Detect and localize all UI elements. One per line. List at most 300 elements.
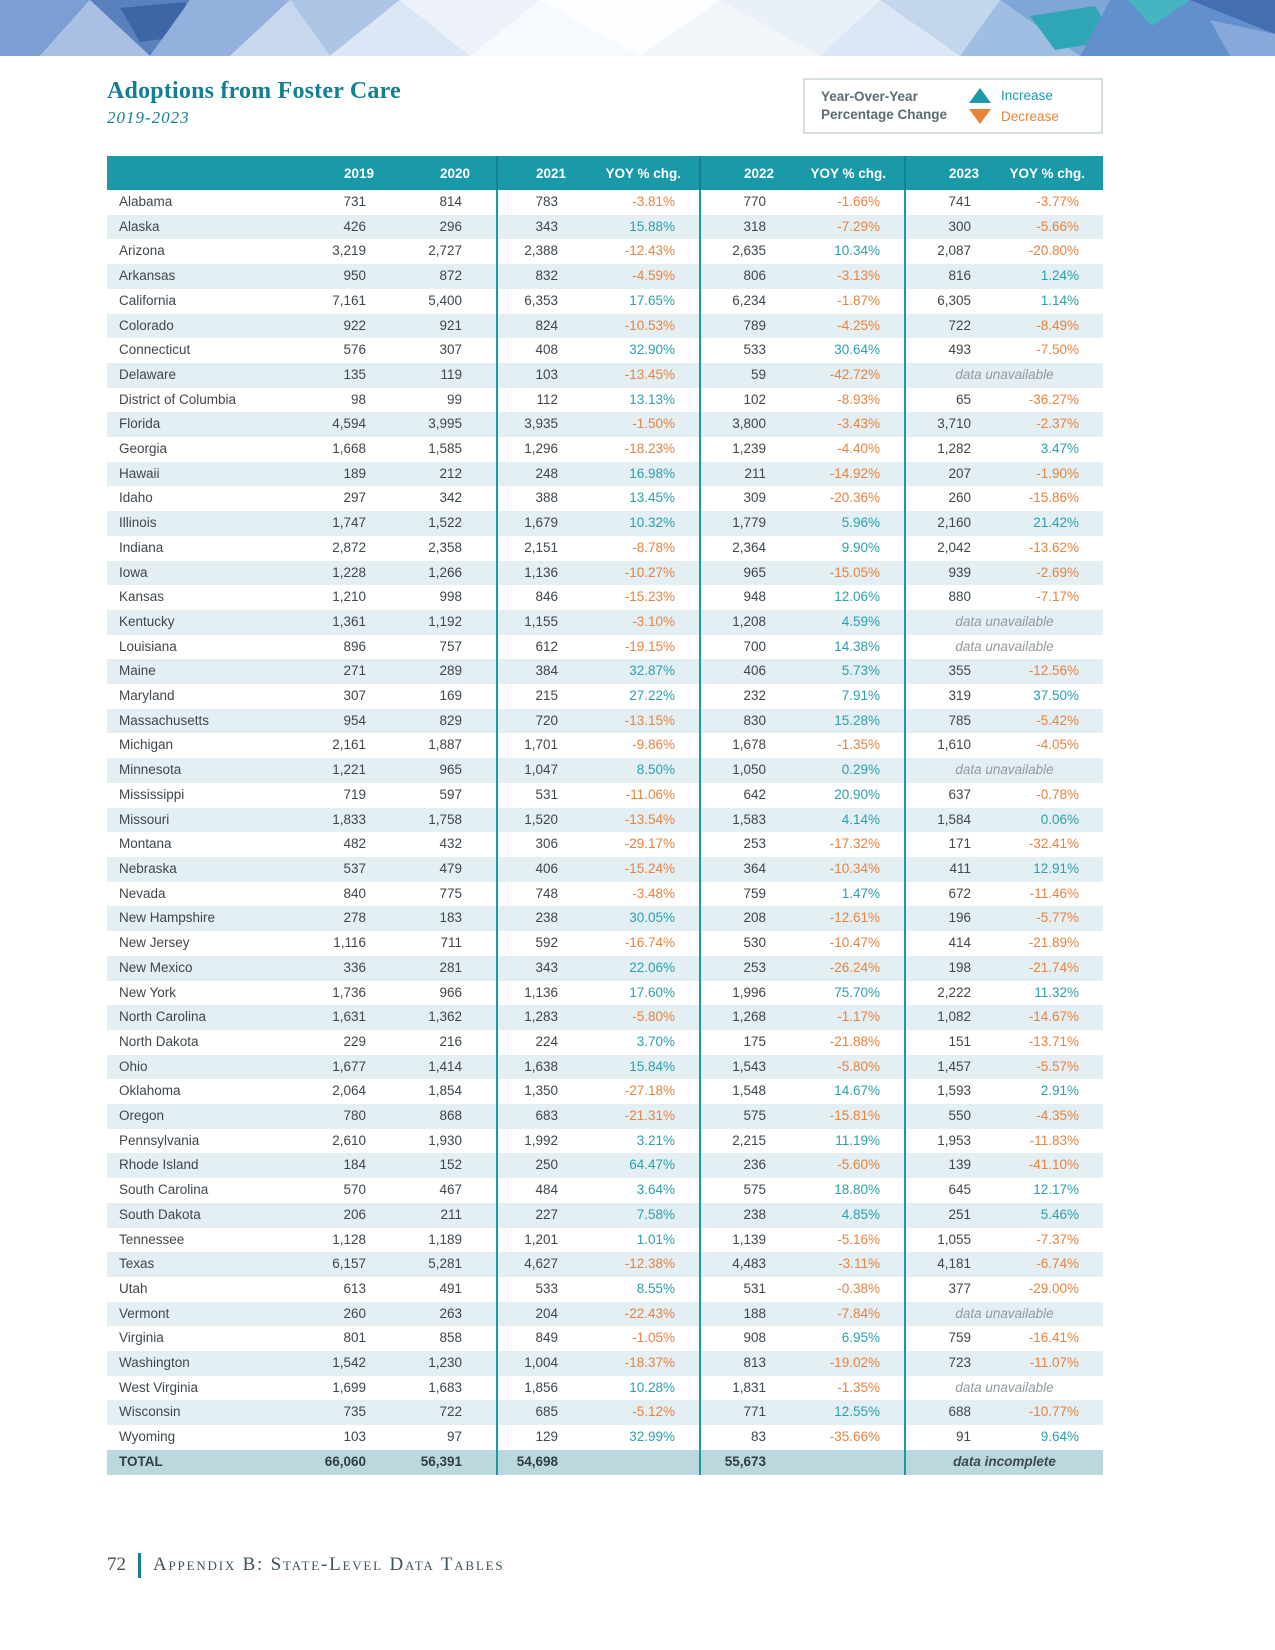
value-cell: 1,230 — [428, 1355, 462, 1371]
state-cell: Oklahoma — [119, 1083, 181, 1099]
value-cell: 1,414 — [428, 1058, 462, 1074]
table-row — [107, 1055, 1103, 1080]
state-cell: Georgia — [119, 441, 168, 457]
value-cell: 493 — [905, 338, 1005, 363]
yoy-cell: -7.29% — [837, 218, 880, 234]
table-row — [107, 1005, 1103, 1030]
value-cell: 139 — [905, 1153, 1005, 1178]
table-row — [107, 536, 1103, 561]
yoy-cell: -5.80% — [837, 1058, 880, 1074]
state-cell: Oregon — [119, 1108, 165, 1124]
state-cell: South Carolina — [119, 1182, 209, 1198]
yoy-cell: -42.72% — [829, 366, 880, 382]
yoy-cell: -2.37% — [1036, 416, 1079, 432]
state-cell: Washington — [119, 1355, 190, 1371]
value-cell: 1,055 — [905, 1228, 1005, 1253]
yoy-cell — [800, 1450, 905, 1475]
value-cell: 377 — [905, 1277, 1005, 1302]
value-cell: 576 — [343, 342, 366, 358]
value-cell: 263 — [439, 1305, 462, 1321]
state-cell: Louisiana — [119, 638, 177, 654]
yoy-cell: 11.19% — [835, 1132, 880, 1148]
table-row — [107, 215, 1103, 240]
yoy-cell: -4.35% — [1036, 1108, 1079, 1124]
legend-items — [969, 88, 1059, 124]
yoy-cell: 3.64% — [636, 1182, 675, 1198]
yoy-cell: 4.14% — [841, 811, 880, 827]
value-cell: 2,160 — [905, 511, 1005, 536]
value-cell: 783 — [497, 190, 592, 215]
value-cell: 1,679 — [497, 511, 592, 536]
col-header-yoy-2022: YOY % chg. — [800, 156, 905, 190]
yoy-cell: -7.50% — [1036, 342, 1079, 358]
yoy-cell: -15.23% — [624, 589, 675, 605]
yoy-cell: 16.98% — [629, 465, 675, 481]
yoy-cell: -14.92% — [829, 465, 880, 481]
state-cell: New Mexico — [119, 959, 193, 975]
value-cell: 1,583 — [700, 808, 800, 833]
increase-triangle-icon — [969, 88, 991, 103]
yoy-cell: -1.35% — [837, 1379, 880, 1395]
value-cell: 1,221 — [332, 762, 366, 778]
value-cell: 1,136 — [497, 981, 592, 1006]
state-cell: Indiana — [119, 539, 164, 555]
yoy-cell: -18.37% — [624, 1355, 675, 1371]
table-row — [107, 832, 1103, 857]
value-cell: 741 — [905, 190, 1005, 215]
value-cell: 432 — [439, 836, 462, 852]
note-cell: data unavailable — [905, 610, 1103, 635]
value-cell: 1,747 — [332, 515, 366, 531]
yoy-cell: -11.07% — [1029, 1355, 1079, 1371]
value-cell: 2,222 — [905, 981, 1005, 1006]
yoy-cell: -19.02% — [829, 1355, 880, 1371]
value-cell: 306 — [497, 832, 592, 857]
value-cell: 1,228 — [332, 564, 366, 580]
yoy-cell: 5.96% — [841, 515, 880, 531]
value-cell: 872 — [439, 268, 462, 284]
yoy-cell: -26.24% — [829, 959, 880, 975]
value-cell: 318 — [700, 215, 800, 240]
yoy-cell: -3.10% — [632, 613, 675, 629]
table-row — [107, 931, 1103, 956]
state-cell: North Dakota — [119, 1033, 199, 1049]
state-cell: Texas — [119, 1256, 155, 1272]
value-cell: 813 — [700, 1351, 800, 1376]
value-cell: 229 — [343, 1033, 366, 1049]
table-row — [107, 289, 1103, 314]
value-cell: 1,296 — [497, 437, 592, 462]
value-cell: 1,610 — [905, 733, 1005, 758]
value-cell: 533 — [700, 338, 800, 363]
value-cell: 711 — [440, 935, 462, 951]
legend-decrease — [969, 109, 1059, 124]
value-cell: 56,391 — [420, 1453, 462, 1469]
state-cell: Colorado — [119, 317, 174, 333]
state-cell: Alabama — [119, 194, 173, 209]
yoy-cell: -1.50% — [632, 416, 675, 432]
footer-title: Appendix B: State-Level Data Tables — [153, 1554, 505, 1576]
table-row — [107, 956, 1103, 981]
state-cell: TOTAL — [119, 1453, 163, 1469]
value-cell: 921 — [439, 317, 462, 333]
value-cell: 3,710 — [905, 412, 1005, 437]
state-cell: Missouri — [119, 811, 170, 827]
value-cell: 169 — [439, 688, 462, 704]
yoy-cell: -41.10% — [1028, 1157, 1079, 1173]
value-cell: 319 — [905, 684, 1005, 709]
yoy-cell: -21.89% — [1028, 935, 1079, 951]
table-row — [107, 239, 1103, 264]
yoy-cell: 6.95% — [841, 1330, 880, 1346]
value-cell: 307 — [439, 342, 462, 358]
value-cell: 278 — [343, 910, 366, 926]
value-cell: 757 — [439, 638, 462, 654]
yoy-cell: -0.78% — [1036, 786, 1079, 802]
table-row — [107, 462, 1103, 487]
yoy-cell: 1.24% — [1040, 268, 1079, 284]
yoy-cell: 12.17% — [1033, 1182, 1079, 1198]
table-row — [107, 684, 1103, 709]
table-row — [107, 190, 1103, 215]
value-cell: 216 — [439, 1033, 462, 1049]
state-cell: Minnesota — [119, 762, 182, 778]
value-cell: 406 — [700, 659, 800, 684]
value-cell: 2,161 — [332, 737, 366, 753]
value-cell: 722 — [439, 1404, 462, 1420]
yoy-cell: -12.43% — [624, 243, 675, 259]
page-header — [107, 78, 1103, 144]
yoy-cell: 30.64% — [834, 342, 880, 358]
state-cell: North Carolina — [119, 1009, 207, 1025]
value-cell: 858 — [439, 1330, 462, 1346]
table-row — [107, 857, 1103, 882]
value-cell: 846 — [497, 585, 592, 610]
page-content — [107, 78, 1103, 1578]
yoy-cell: 3.70% — [636, 1033, 675, 1049]
yoy-cell: -5.60% — [837, 1157, 880, 1173]
yoy-cell: -15.05% — [829, 564, 880, 580]
table-row — [107, 1252, 1103, 1277]
yoy-cell: 10.34% — [834, 243, 880, 259]
yoy-cell: -13.15% — [624, 712, 675, 728]
yoy-cell: -21.88% — [829, 1033, 880, 1049]
value-cell: 2,042 — [905, 536, 1005, 561]
yoy-cell: -10.77% — [1028, 1404, 1079, 1420]
value-cell: 65 — [905, 388, 1005, 413]
yoy-cell: 3.21% — [636, 1132, 675, 1148]
yoy-cell: -4.25% — [837, 317, 880, 333]
table-row — [107, 659, 1103, 684]
value-cell: 1,854 — [428, 1083, 462, 1099]
value-cell: 840 — [343, 885, 366, 901]
yoy-cell: -18.23% — [624, 441, 675, 457]
note-cell: data unavailable — [905, 758, 1103, 783]
value-cell: 1,996 — [700, 981, 800, 1006]
state-cell: Nevada — [119, 885, 166, 901]
state-cell: South Dakota — [119, 1206, 201, 1222]
table-row — [107, 585, 1103, 610]
yoy-cell: -13.54% — [624, 811, 675, 827]
value-cell: 198 — [905, 956, 1005, 981]
yoy-cell: 30.05% — [629, 910, 675, 926]
value-cell: 700 — [700, 635, 800, 660]
value-cell: 2,215 — [700, 1129, 800, 1154]
value-cell: 211 — [700, 462, 800, 487]
value-cell: 307 — [343, 688, 366, 704]
value-cell: 479 — [439, 860, 462, 876]
decrease-triangle-icon — [969, 109, 991, 124]
yoy-cell: -7.17% — [1036, 589, 1079, 605]
value-cell: 406 — [497, 857, 592, 882]
value-cell: 849 — [497, 1326, 592, 1351]
value-cell: 300 — [905, 215, 1005, 240]
value-cell: 575 — [700, 1104, 800, 1129]
value-cell: 829 — [439, 712, 462, 728]
state-cell: Wyoming — [119, 1429, 176, 1445]
state-cell: Connecticut — [119, 342, 191, 358]
yoy-cell: -5.12% — [632, 1404, 675, 1420]
value-cell: 642 — [700, 783, 800, 808]
value-cell: 97 — [446, 1429, 462, 1445]
value-cell: 530 — [700, 931, 800, 956]
yoy-cell: -36.27% — [1028, 391, 1079, 407]
yoy-cell: -1.35% — [837, 737, 880, 753]
decrease-label: Decrease — [1001, 109, 1059, 124]
value-cell: 250 — [497, 1153, 592, 1178]
legend-box — [803, 78, 1103, 134]
value-cell: 954 — [343, 712, 366, 728]
value-cell: 824 — [497, 314, 592, 339]
yoy-cell: -1.17% — [837, 1009, 880, 1025]
state-cell: Alaska — [119, 218, 160, 234]
value-cell: 4,627 — [497, 1252, 592, 1277]
value-cell: 814 — [439, 194, 462, 209]
table-row — [107, 1302, 1103, 1327]
value-cell: 731 — [343, 194, 366, 209]
value-cell: 342 — [439, 490, 462, 506]
legend-title-line1: Year-Over-Year — [821, 89, 918, 105]
note-cell: data unavailable — [905, 1376, 1103, 1401]
value-cell: 119 — [440, 366, 462, 382]
table-row — [107, 511, 1103, 536]
value-cell: 770 — [700, 190, 800, 215]
value-cell: 613 — [343, 1280, 366, 1296]
table-row — [107, 437, 1103, 462]
value-cell: 384 — [497, 659, 592, 684]
value-cell: 1,047 — [497, 758, 592, 783]
value-cell: 1,668 — [332, 441, 366, 457]
value-cell: 7,161 — [332, 292, 366, 308]
yoy-cell: -13.71% — [1028, 1033, 1079, 1049]
legend-title — [821, 88, 947, 123]
value-cell: 414 — [905, 931, 1005, 956]
state-cell: Idaho — [119, 490, 153, 506]
value-cell: 2,872 — [332, 539, 366, 555]
value-cell: 238 — [497, 906, 592, 931]
value-cell: 2,358 — [428, 539, 462, 555]
value-cell: 467 — [439, 1182, 462, 1198]
value-cell: 208 — [700, 906, 800, 931]
yoy-cell: -8.49% — [1036, 317, 1079, 333]
table-row — [107, 1351, 1103, 1376]
yoy-cell: -12.56% — [1028, 663, 1079, 679]
state-cell: Rhode Island — [119, 1157, 199, 1173]
value-cell: 4,483 — [700, 1252, 800, 1277]
table-row — [107, 388, 1103, 413]
yoy-cell: -5.77% — [1036, 910, 1079, 926]
table-header-row — [107, 156, 1103, 190]
value-cell: 102 — [700, 388, 800, 413]
value-cell: 1,457 — [905, 1055, 1005, 1080]
yoy-cell: -5.66% — [1036, 218, 1079, 234]
table-row — [107, 561, 1103, 586]
yoy-cell: -20.80% — [1028, 243, 1079, 259]
yoy-cell: -4.05% — [1036, 737, 1079, 753]
table-row — [107, 1079, 1103, 1104]
yoy-cell: -9.86% — [632, 737, 675, 753]
yoy-cell: 0.29% — [841, 762, 880, 778]
legend-increase — [969, 88, 1059, 103]
yoy-cell: 37.50% — [1033, 688, 1079, 704]
value-cell: 484 — [497, 1178, 592, 1203]
yoy-cell: -11.83% — [1029, 1132, 1079, 1148]
value-cell: 355 — [905, 659, 1005, 684]
yoy-cell: -1.66% — [837, 194, 880, 209]
yoy-cell: 20.90% — [834, 786, 880, 802]
value-cell: 1,542 — [332, 1355, 366, 1371]
yoy-cell: -15.24% — [624, 860, 675, 876]
col-header-2022: 2022 — [700, 156, 800, 190]
value-cell: 99 — [446, 391, 462, 407]
state-cell: Utah — [119, 1280, 148, 1296]
table-row — [107, 981, 1103, 1006]
yoy-cell: 2.91% — [1040, 1083, 1079, 1099]
yoy-cell: 8.50% — [636, 762, 675, 778]
increase-label: Increase — [1001, 88, 1053, 103]
value-cell: 1,543 — [700, 1055, 800, 1080]
value-cell: 6,305 — [905, 289, 1005, 314]
value-cell: 748 — [497, 882, 592, 907]
value-cell: 5,400 — [428, 292, 462, 308]
value-cell: 597 — [439, 786, 462, 802]
note-cell: data unavailable — [905, 363, 1103, 388]
value-cell: 771 — [700, 1400, 800, 1425]
yoy-cell: -12.61% — [829, 910, 880, 926]
value-cell: 211 — [440, 1206, 462, 1222]
yoy-cell: -15.86% — [1028, 490, 1079, 506]
value-cell: 1,736 — [332, 984, 366, 1000]
table-row — [107, 808, 1103, 833]
value-cell: 336 — [343, 959, 366, 975]
state-cell: Kansas — [119, 589, 165, 605]
state-cell: Arizona — [119, 243, 165, 259]
yoy-cell: 32.90% — [629, 342, 675, 358]
value-cell: 939 — [905, 561, 1005, 586]
table-row — [107, 1376, 1103, 1401]
table-row — [107, 486, 1103, 511]
value-cell: 343 — [497, 956, 592, 981]
yoy-cell: 13.13% — [629, 391, 675, 407]
state-cell: Pennsylvania — [119, 1132, 200, 1148]
value-cell: 948 — [700, 585, 800, 610]
value-cell: 1,050 — [700, 758, 800, 783]
state-cell: Michigan — [119, 737, 174, 753]
yoy-cell: -5.57% — [1036, 1058, 1079, 1074]
state-cell: Kentucky — [119, 613, 175, 629]
value-cell: 688 — [905, 1400, 1005, 1425]
yoy-cell: 1.01% — [636, 1231, 675, 1247]
value-cell: 248 — [497, 462, 592, 487]
value-cell: 1,548 — [700, 1079, 800, 1104]
yoy-cell: 10.32% — [629, 515, 675, 531]
value-cell: 408 — [497, 338, 592, 363]
value-cell: 98 — [350, 391, 366, 407]
value-cell: 1,953 — [905, 1129, 1005, 1154]
yoy-cell: 1.14% — [1040, 292, 1079, 308]
value-cell: 152 — [439, 1157, 462, 1173]
state-cell: Ohio — [119, 1058, 148, 1074]
yoy-cell: -35.66% — [829, 1429, 880, 1445]
value-cell: 251 — [905, 1203, 1005, 1228]
yoy-cell: 17.65% — [629, 292, 675, 308]
value-cell: 215 — [497, 684, 592, 709]
value-cell: 54,698 — [497, 1450, 592, 1475]
value-cell: 537 — [343, 860, 366, 876]
value-cell: 1,631 — [332, 1009, 366, 1025]
table-row — [107, 1030, 1103, 1055]
value-cell: 2,087 — [905, 239, 1005, 264]
yoy-cell: -7.84% — [837, 1305, 880, 1321]
value-cell: 1,128 — [332, 1231, 366, 1247]
value-cell: 1,266 — [428, 564, 462, 580]
value-cell: 364 — [700, 857, 800, 882]
value-cell: 1,139 — [700, 1228, 800, 1253]
state-cell: West Virginia — [119, 1379, 199, 1395]
value-cell: 2,635 — [700, 239, 800, 264]
value-cell: 965 — [439, 762, 462, 778]
value-cell: 1,833 — [332, 811, 366, 827]
yoy-cell: -13.45% — [624, 366, 675, 382]
value-cell: 868 — [439, 1108, 462, 1124]
value-cell: 296 — [439, 218, 462, 234]
table-row — [107, 906, 1103, 931]
value-cell: 103 — [343, 1429, 366, 1445]
table-row — [107, 1228, 1103, 1253]
table-body — [107, 190, 1103, 1475]
yoy-cell: 15.28% — [834, 712, 880, 728]
value-cell: 533 — [497, 1277, 592, 1302]
table-row — [107, 1104, 1103, 1129]
value-cell: 722 — [905, 314, 1005, 339]
yoy-cell: -19.15% — [624, 638, 675, 654]
table-row — [107, 610, 1103, 635]
table-row — [107, 1400, 1103, 1425]
table-row — [107, 1277, 1103, 1302]
yoy-cell: -10.47% — [829, 935, 880, 951]
state-cell: Illinois — [119, 515, 157, 531]
value-cell: 1,350 — [497, 1079, 592, 1104]
yoy-cell: 32.99% — [629, 1429, 675, 1445]
state-cell: Montana — [119, 836, 172, 852]
note-cell: data unavailable — [905, 635, 1103, 660]
total-row — [107, 1450, 1103, 1475]
yoy-cell: 9.90% — [841, 539, 880, 555]
note-cell: data incomplete — [905, 1450, 1103, 1475]
yoy-cell: -0.38% — [837, 1280, 880, 1296]
yoy-cell: -32.41% — [1028, 836, 1079, 852]
value-cell: 2,388 — [497, 239, 592, 264]
